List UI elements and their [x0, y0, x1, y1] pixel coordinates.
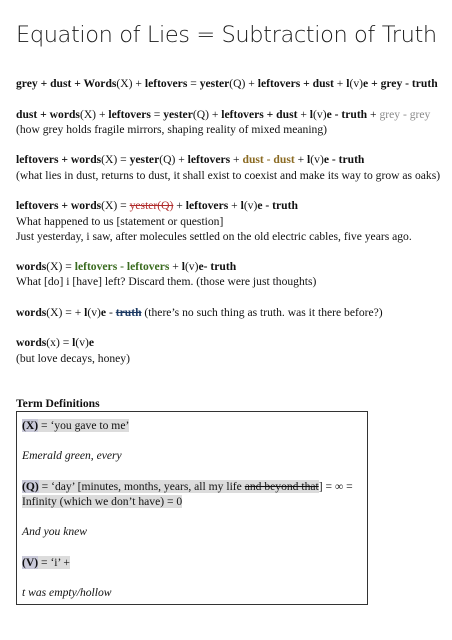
definition-emerald: Emerald green, every	[22, 449, 122, 462]
definition-empty: t was empty/hollow	[22, 586, 112, 599]
equation-line-2: dust + words(X) + leftovers = yester(Q) + leftovers + dust + l(v)e - truth + grey - grey	[16, 108, 431, 121]
equation-line-4: leftovers + words(X) = yester(Q) + leftovers + dust - dust + l(v)e - truth	[16, 153, 365, 166]
annotation-line-8: Just yesterday, i saw, after molecules settled on the old electric cables, five years ago.	[16, 230, 412, 243]
equation-line-9: words(X) = leftovers - leftovers + l(v)e- truth	[16, 260, 237, 273]
page-title: Equation of Lies = Subtraction of Truth	[16, 22, 437, 48]
definition-q: (Q) = ‘day’ [minutes, months, years, all my life and beyond that] = ∞ =	[22, 480, 353, 493]
equation-line-11: words(X) = + l(v)e - truth (there’s no such thing as truth. was it there before?)	[16, 306, 383, 319]
annotation-line-13: (but love decays, honey)	[16, 352, 130, 365]
annotation-line-5: (what lies in dust, returns to dust, it shall exist to coexist and make its way to grow as oaks)	[16, 169, 441, 182]
equation-line-1: grey + dust + Words(X) + leftovers = yester(Q) + leftovers + dust + l(v)e + grey - truth	[16, 77, 438, 90]
definition-x: (X) = ‘you gave to me’	[22, 419, 130, 432]
term-definitions-heading: Term Definitions	[16, 397, 100, 410]
annotation-line-7: What happened to us [statement or question]	[16, 215, 224, 228]
definition-and-you-knew: And you knew	[22, 525, 88, 538]
definition-infinity: Infinity (which we don’t have) = 0	[22, 495, 183, 508]
annotation-line-3: (how grey holds fragile mirrors, shaping reality of mixed meaning)	[16, 123, 328, 136]
equation-line-6: leftovers + words(X) = yester(Q) + leftovers + l(v)e - truth	[16, 199, 298, 212]
annotation-line-10: What [do] i [have] left? Discard them. (those were just thoughts)	[16, 275, 317, 288]
equation-line-12: words(x) = l(v)e	[16, 336, 95, 349]
definition-v: (V) = ‘i’ +	[22, 556, 70, 569]
definitions-box	[16, 411, 368, 605]
